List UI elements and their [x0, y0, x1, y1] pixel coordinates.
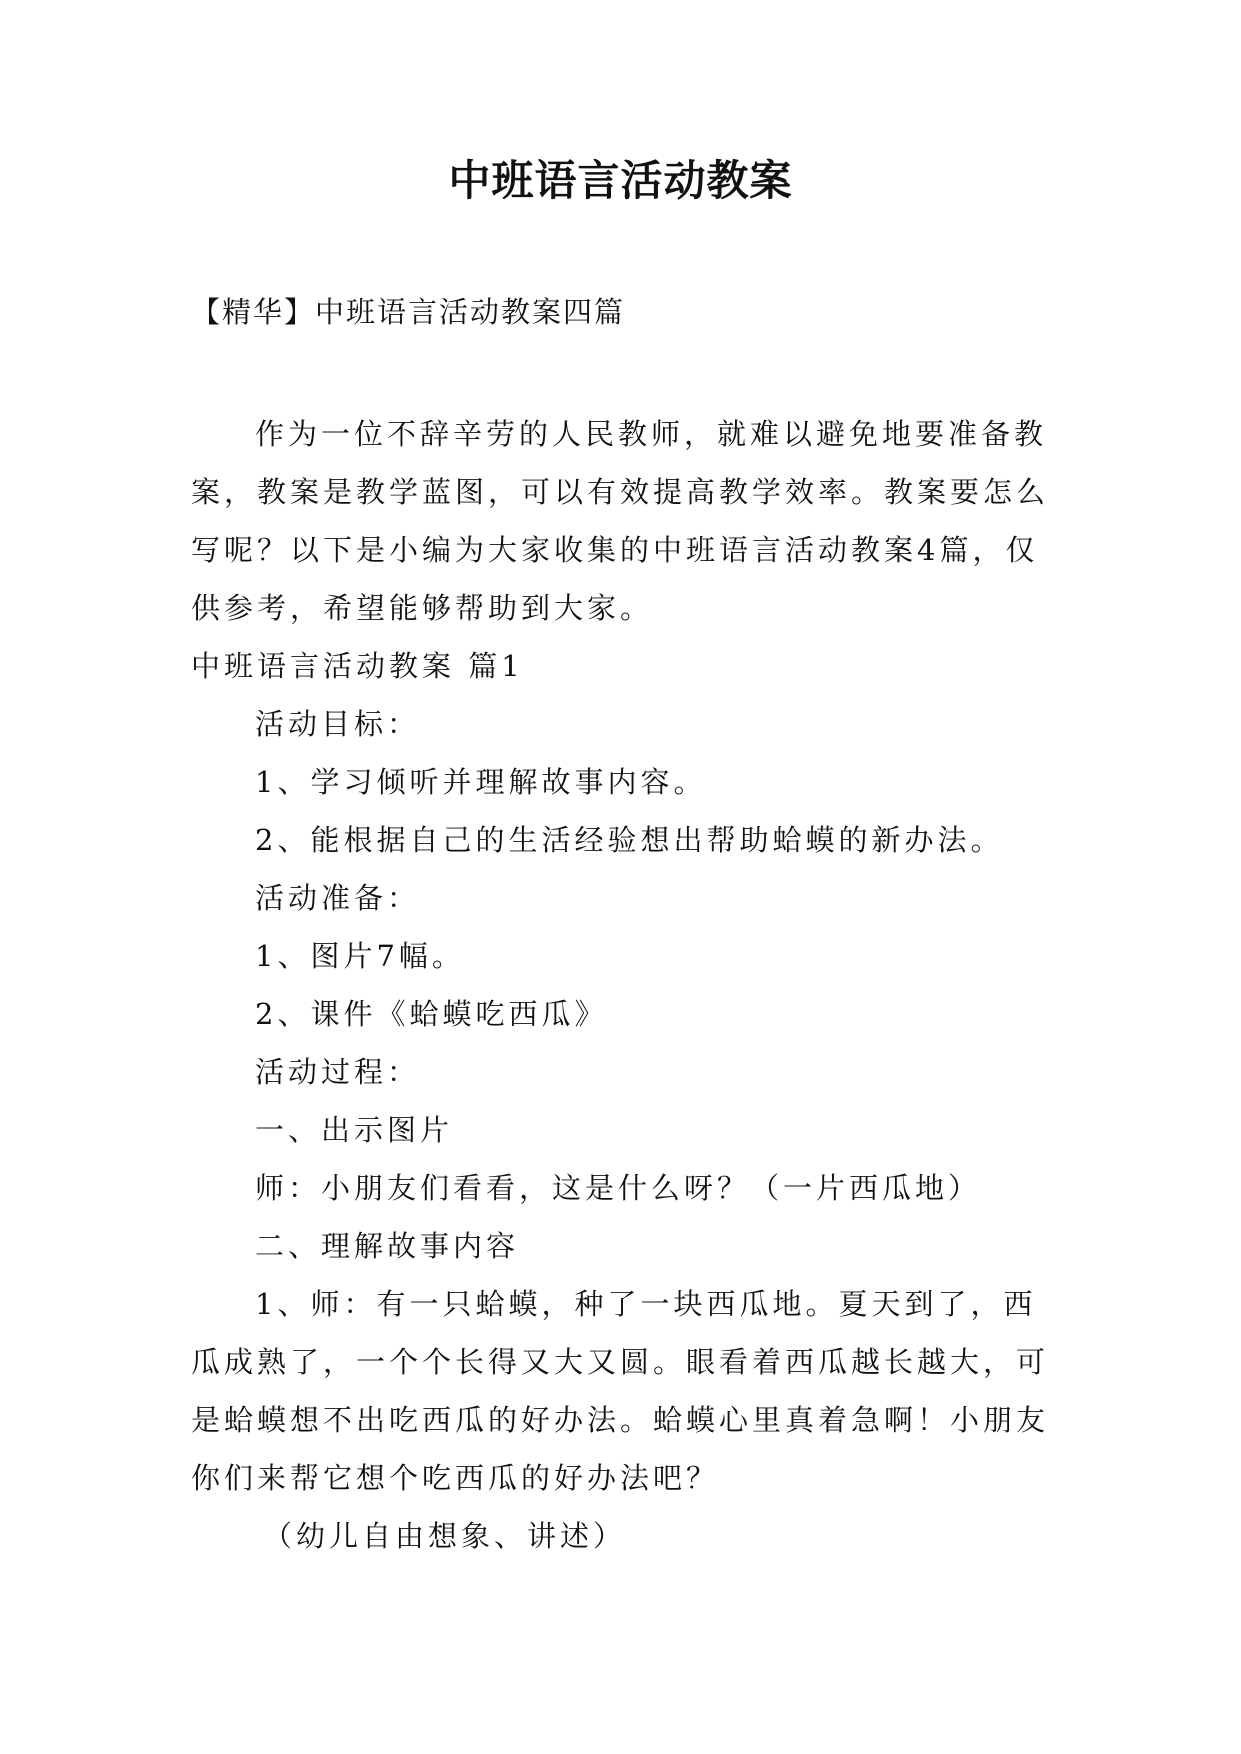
- body-line-activity-goals: 活动目标：: [255, 707, 421, 741]
- body-line-show-pictures: 一、出示图片: [255, 1113, 454, 1147]
- body-line-teacher-question: 师：小朋友们看看，这是什么呀？（一片西瓜地）: [255, 1171, 982, 1205]
- body-line-activity-prep: 活动准备：: [255, 881, 421, 915]
- document-subtitle: 【精华】中班语言活动教案四篇: [191, 295, 626, 329]
- section-heading: 中班语言活动教案 篇1: [191, 649, 524, 683]
- document-body: [191, 405, 1051, 1565]
- body-line-activity-process: 活动过程：: [255, 1055, 421, 1089]
- body-line-goal-1: 1、学习倾听并理解故事内容。: [255, 765, 707, 799]
- document-title: 中班语言活动教案: [448, 156, 793, 205]
- body-line-prep-2: 2、课件《蛤蟆吃西瓜》: [255, 997, 608, 1031]
- step-1-paragraph: 1、师：有一只蛤蟆，种了一块西瓜地。夏天到了，西瓜成熟了，一个个长得又大又圆。眼看着西瓜越长越大，可是蛤蟆想不出吃西瓜的好办法。蛤蟆心里真着急啊！小朋友你们来帮它想个吃西瓜的好办法吧？: [191, 1287, 1050, 1495]
- free-imagination-note: （幼儿自由想象、讲述）: [263, 1519, 627, 1553]
- intro-paragraph: 作为一位不辞辛劳的人民教师，就难以避免地要准备教案，教案是教学蓝图，可以有效提高教学效率。教案要怎么写呢？以下是小编为大家收集的中班语言活动教案4篇，仅供参考，希望能够帮助到大家。: [191, 417, 1050, 625]
- body-line-prep-1: 1、图片7幅。: [255, 939, 465, 973]
- body-line-goal-2: 2、能根据自己的生活经验想出帮助蛤蟆的新办法。: [255, 823, 1004, 857]
- body-line-understand-story: 二、理解故事内容: [255, 1229, 520, 1263]
